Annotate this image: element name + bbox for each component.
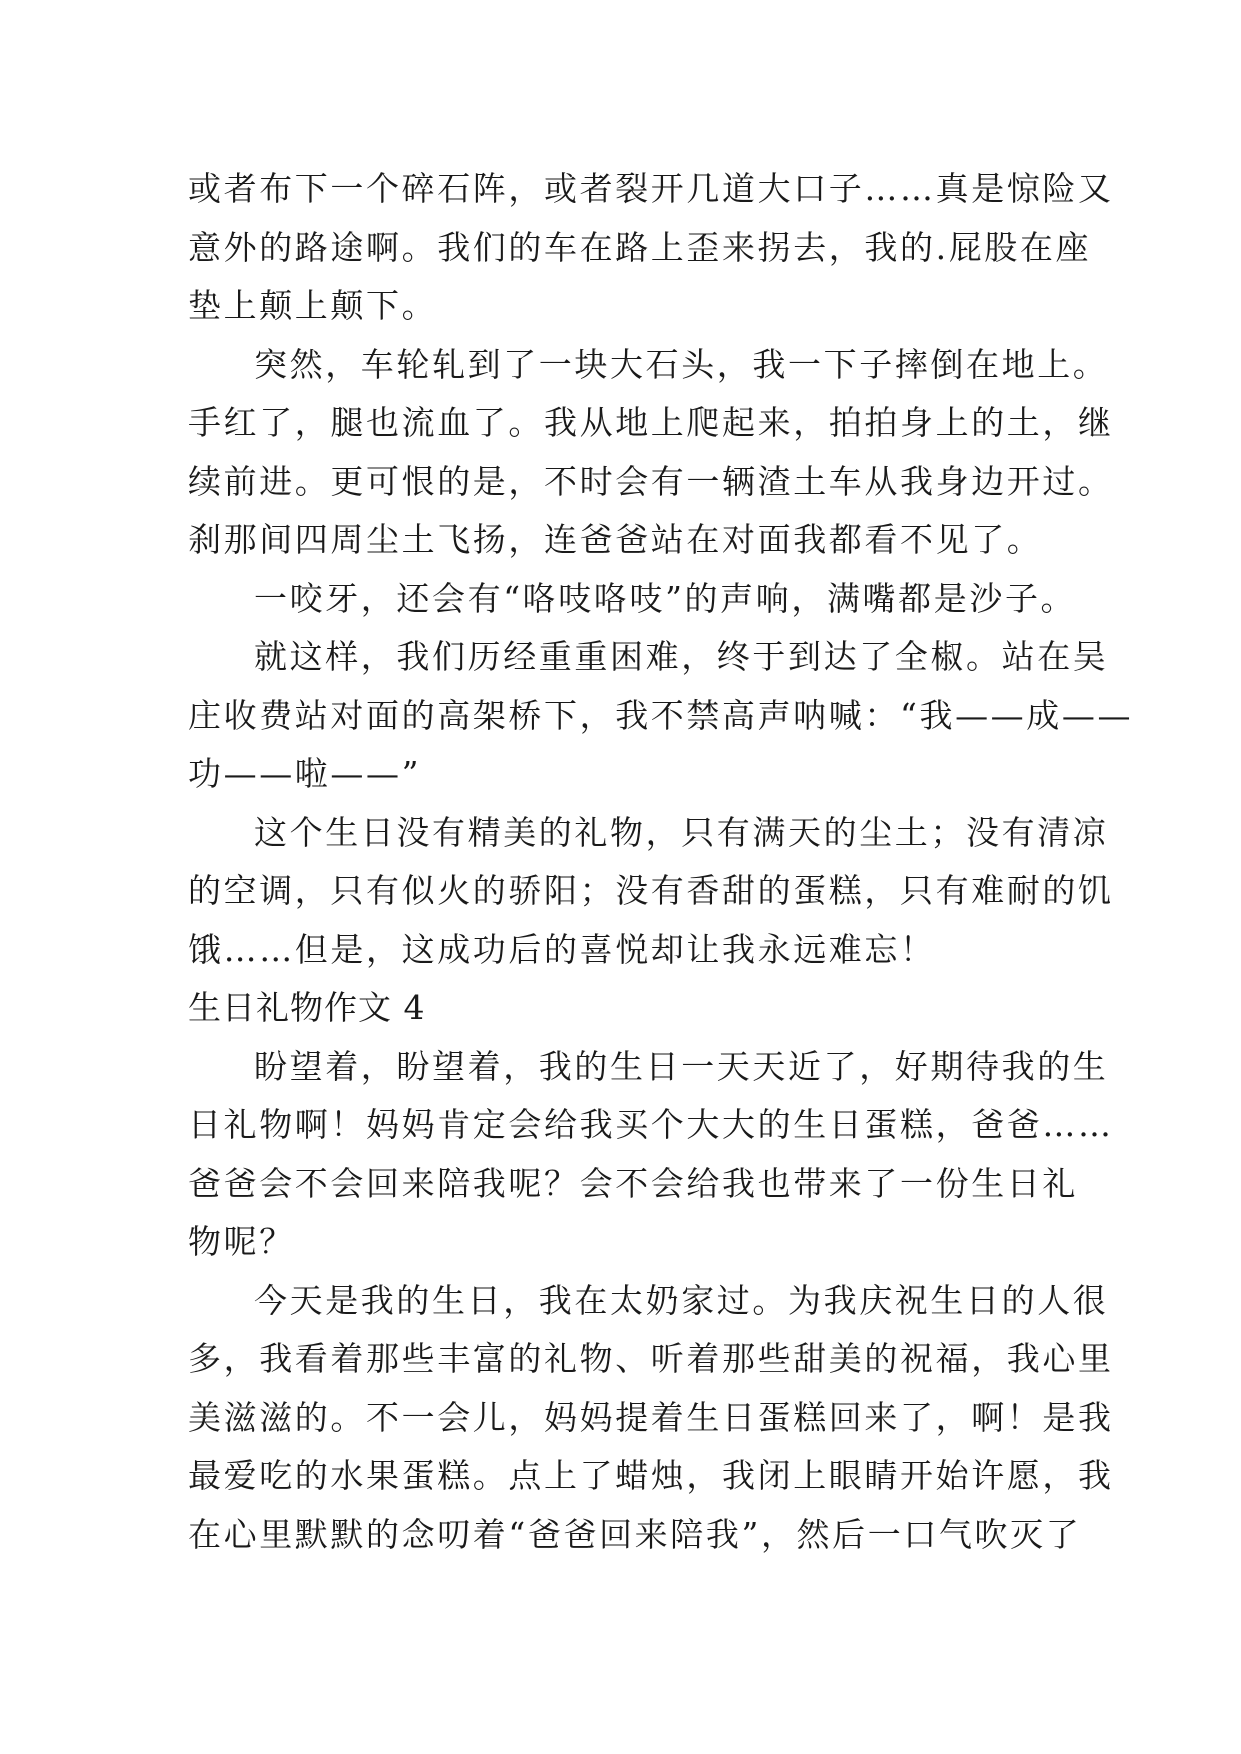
text-line: 美滋滋的。不一会儿，妈妈提着生日蛋糕回来了，啊！是我 <box>188 1397 1114 1437</box>
paragraph-start-line: 今天是我的生日，我在太奶家过。为我庆祝生日的人很 <box>254 1280 1109 1320</box>
paragraph-start-line: 一咬牙，还会有“咯吱咯吱”的声响，满嘴都是沙子。 <box>254 578 1077 618</box>
paragraph-start-line: 盼望着，盼望着，我的生日一天天近了，好期待我的生 <box>254 1046 1109 1086</box>
text-line: 爸爸会不会回来陪我呢？会不会给我也带来了一份生日礼 <box>188 1163 1078 1203</box>
text-line: 物呢？ <box>188 1222 295 1261</box>
text-line: 或者布下一个碎石阵，或者裂开几道大口子……真是惊险又 <box>188 169 1114 208</box>
text-line: 日礼物啊！妈妈肯定会给我买个大大的生日蛋糕，爸爸…… <box>188 1105 1114 1144</box>
text-line: 续前进。更可恨的是，不时会有一辆渣土车从我身边开过。 <box>188 461 1114 501</box>
document-body <box>188 160 1134 1564</box>
text-line: 手红了，腿也流血了。我从地上爬起来，拍拍身上的土，继 <box>188 403 1114 442</box>
text-line: 的空调，只有似火的骄阳；没有香甜的蛋糕，只有难耐的饥 <box>188 871 1114 910</box>
text-line: 庄收费站对面的高架桥下，我不禁高声呐喊：“我——成—— <box>188 695 1134 735</box>
text-line: 意外的路途啊。我们的车在路上歪来拐去，我的.屁股在座 <box>188 227 1092 267</box>
text-line: 功——啦——” <box>188 754 422 793</box>
text-line: 在心里默默的念叨着“爸爸回来陪我”，然后一口气吹灭了 <box>188 1514 1082 1554</box>
section-heading: 生日礼物作文 4 <box>188 988 426 1027</box>
paragraph-start-line: 突然，车轮轧到了一块大石头，我一下子摔倒在地上。 <box>254 344 1109 384</box>
text-line: 最爱吃的水果蛋糕。点上了蜡烛，我闭上眼睛开始许愿，我 <box>188 1456 1114 1495</box>
paragraph-start-line: 这个生日没有精美的礼物，只有满天的尘土；没有清凉 <box>254 812 1109 852</box>
text-line: 刹那间四周尘土飞扬，连爸爸站在对面我都看不见了。 <box>188 520 1043 559</box>
text-line: 多，我看着那些丰富的礼物、听着那些甜美的祝福，我心里 <box>188 1339 1114 1378</box>
text-line: 饿……但是，这成功后的喜悦却让我永远难忘！ <box>188 929 936 969</box>
paragraph-start-line: 就这样，我们历经重重困难，终于到达了全椒。站在吴 <box>254 637 1109 676</box>
text-line: 垫上颠上颠下。 <box>188 286 438 325</box>
